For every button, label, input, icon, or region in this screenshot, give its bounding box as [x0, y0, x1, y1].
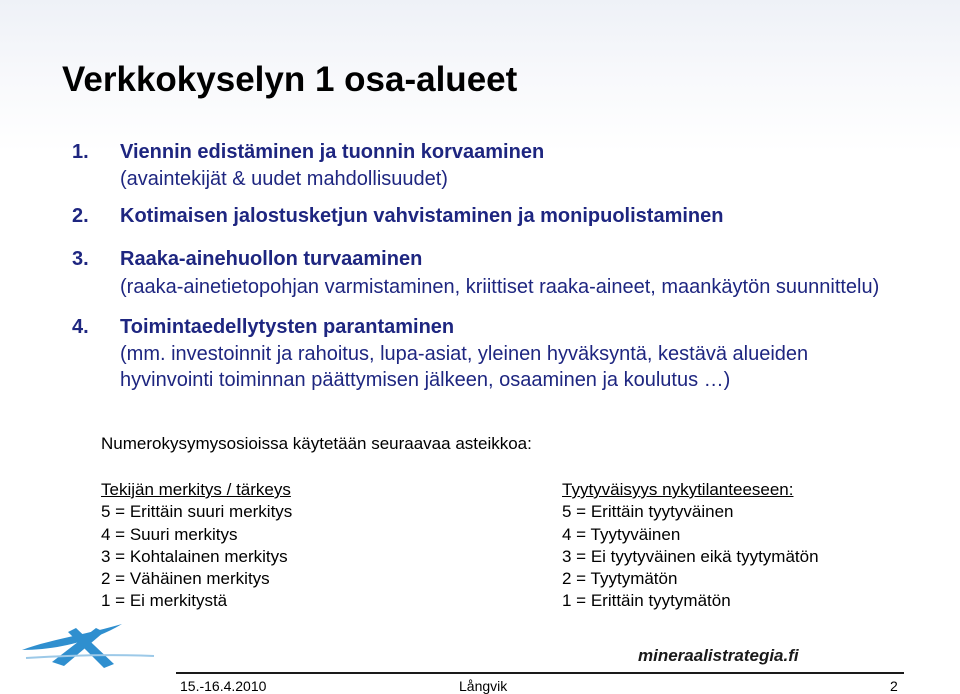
satisfaction-scale — [562, 479, 819, 613]
item-number: 1. — [72, 141, 89, 163]
scale-row: 1 = Ei merkitystä — [101, 591, 228, 611]
scale-row: 1 = Erittäin tyytymätön — [562, 591, 731, 611]
footer-brand: mineraalistrategia.fi — [638, 646, 799, 665]
scale-row: 2 = Vähäinen merkitys — [101, 569, 270, 589]
list-item-2 — [72, 205, 723, 228]
scale-row: 3 = Kohtalainen merkitys — [101, 546, 288, 566]
scale-row: 4 = Tyytyväinen — [562, 524, 681, 544]
scale-row: 3 = Ei tyytyväinen eikä tyytymätön — [562, 546, 819, 566]
scale-intro: Numerokysymysosioissa käytetään seuraavaa asteikkoa: — [101, 434, 532, 453]
item-4-detail-line-2: hyvinvointi toiminnan päättymisen jälkeen, osaaminen ja koulutus …) — [120, 369, 731, 391]
footer-divider — [176, 672, 904, 674]
footer-date: 15.-16.4.2010 — [180, 678, 267, 694]
item-heading: Toimintaedellytysten parantaminen — [120, 316, 455, 338]
list-item-3 — [72, 248, 422, 271]
item-3-detail: (raaka-ainetietopohjan varmistaminen, kriittiset raaka-aineet, maankäytön suunnittelu) — [120, 276, 880, 298]
scale-row: 2 = Tyytymätön — [562, 569, 678, 589]
importance-scale-header: Tekijän merkitys / tärkeys — [101, 480, 291, 499]
item-heading: Viennin edistäminen ja tuonnin korvaaminen — [120, 141, 545, 163]
item-1-detail: (avaintekijät & uudet mahdollisuudet) — [120, 168, 448, 190]
item-number: 3. — [72, 248, 89, 270]
scale-row: 5 = Erittäin tyytyväinen — [562, 502, 734, 522]
footer-location: Långvik — [459, 678, 508, 694]
scale-row: 4 = Suuri merkitys — [101, 524, 238, 544]
list-item-1 — [72, 141, 544, 164]
mineral-strategy-logo-icon — [18, 620, 158, 676]
list-item-4 — [72, 316, 454, 339]
slide-title: Verkkokyselyn 1 osa-alueet — [62, 60, 518, 99]
importance-scale — [101, 479, 292, 613]
footer-page-number: 2 — [890, 678, 898, 694]
satisfaction-scale-header: Tyytyväisyys nykytilanteeseen: — [562, 480, 794, 499]
scale-row: 5 = Erittäin suuri merkitys — [101, 502, 293, 522]
item-number: 4. — [72, 316, 89, 338]
item-heading: Raaka-ainehuollon turvaaminen — [120, 248, 423, 270]
item-heading: Kotimaisen jalostusketjun vahvistaminen ja monipuolistaminen — [120, 205, 724, 227]
item-number: 2. — [72, 205, 89, 227]
item-4-detail-line-1: (mm. investoinnit ja rahoitus, lupa-asiat, yleinen hyväksyntä, kestävä alueiden — [120, 343, 809, 365]
